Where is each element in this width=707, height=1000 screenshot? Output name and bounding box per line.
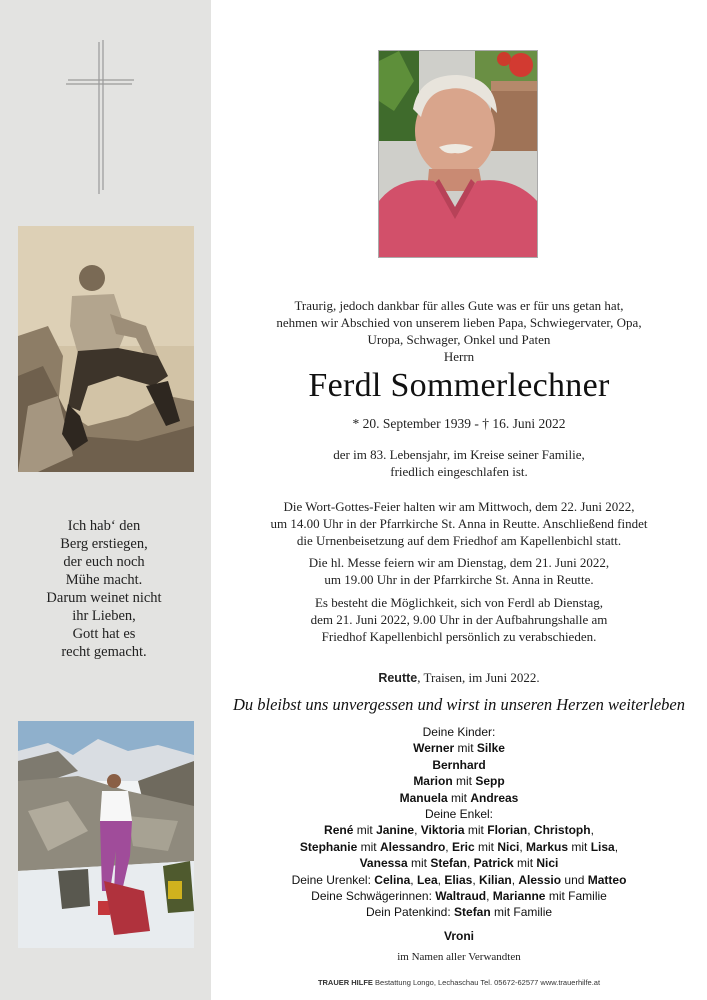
photo-young-man-on-rock: [18, 226, 194, 472]
passing-text: der im 83. Lebensjahr, im Kreise seiner Familie, friedlich eingeschlafen ist.: [333, 447, 585, 479]
enkel-line: René mit Janine, Viktoria mit Florian, Christoph,: [324, 823, 594, 838]
urenkel-line: Deine Urenkel: Celina, Lea, Elias, Kilian, Alessio und Matteo: [291, 872, 627, 887]
deceased-name: Ferdl Sommerlechner: [308, 367, 610, 404]
life-dates: * 20. September 1939 - † 16. Juni 2022: [352, 416, 566, 431]
poem-verse: Ich hab‘ den Berg erstiegen, der euch noch Mühe macht. Darum weinet nicht ihr Lieben, Gott hat es recht gemacht.: [46, 518, 162, 660]
service-info-3: Es besteht die Möglichkeit, sich von Ferdl ab Dienstag, dem 21. Juni 2022, 9.00 Uhr in der Aufbahrungshalle am Friedhof Kapellenbichl persönlich zu verabschieden.: [310, 595, 608, 644]
intro-text: Traurig, jedoch dankbar für alles Gute was er für uns getan hat, nehmen wir Abschied von unserem lieben Papa, Schwiegervater, Opa, Uropa, Schwager, Onkel und Paten Herrn: [276, 298, 642, 364]
schwaegerinnen-line: Deine Schwägerinnen: Waltraud, Marianne mit Familie: [311, 889, 607, 904]
patenkind-line: Dein Patenkind: Stefan mit Familie: [365, 905, 553, 920]
kinder-label: Deine Kinder:: [422, 725, 496, 739]
enkel-line: Vanessa mit Stefan, Patrick mit Nici: [359, 856, 559, 871]
footer: TRAUER HILFE Bestattung Longo, Lechaschau Tel. 05672-62577 www.trauerhilfe.at: [317, 978, 601, 987]
motto: Du bleibst uns unvergessen und wirst in unseren Herzen weiterleben: [232, 695, 685, 714]
family-list: [221, 724, 697, 921]
enkel-label: Deine Enkel:: [424, 807, 494, 822]
photo-mountain-hike: [18, 721, 194, 948]
service-info-2: Die hl. Messe feiern wir am Dienstag, dem 21. Juni 2022, um 19.00 Uhr in der Pfarrkirche St. Anna in Reutte.: [308, 555, 610, 587]
relatives-note: im Namen aller Verwandten: [397, 951, 521, 963]
cross-icon: [66, 40, 136, 196]
portrait-photo: [378, 50, 538, 258]
enkel-line: Stephanie mit Alessandro, Eric mit Nici, Markus mit Lisa,: [299, 839, 619, 854]
kinder-line: Werner mit Silke: [413, 741, 505, 756]
service-info-1: Die Wort-Gottes-Feier halten wir am Mittwoch, dem 22. Juni 2022, um 14.00 Uhr in der Pfarrkirche St. Anna in Reutte. Anschließend findet die Urnenbeisetzung auf dem Friedhof am Kapellenbichl statt.: [270, 499, 648, 548]
place-date: Reutte, Traisen, im Juni 2022.: [378, 670, 540, 685]
vroni: Vroni: [443, 929, 474, 943]
kinder-line: Manuela mit Andreas: [399, 790, 519, 805]
kinder-line: Bernhard: [432, 757, 486, 772]
kinder-line: Marion mit Sepp: [413, 774, 505, 789]
